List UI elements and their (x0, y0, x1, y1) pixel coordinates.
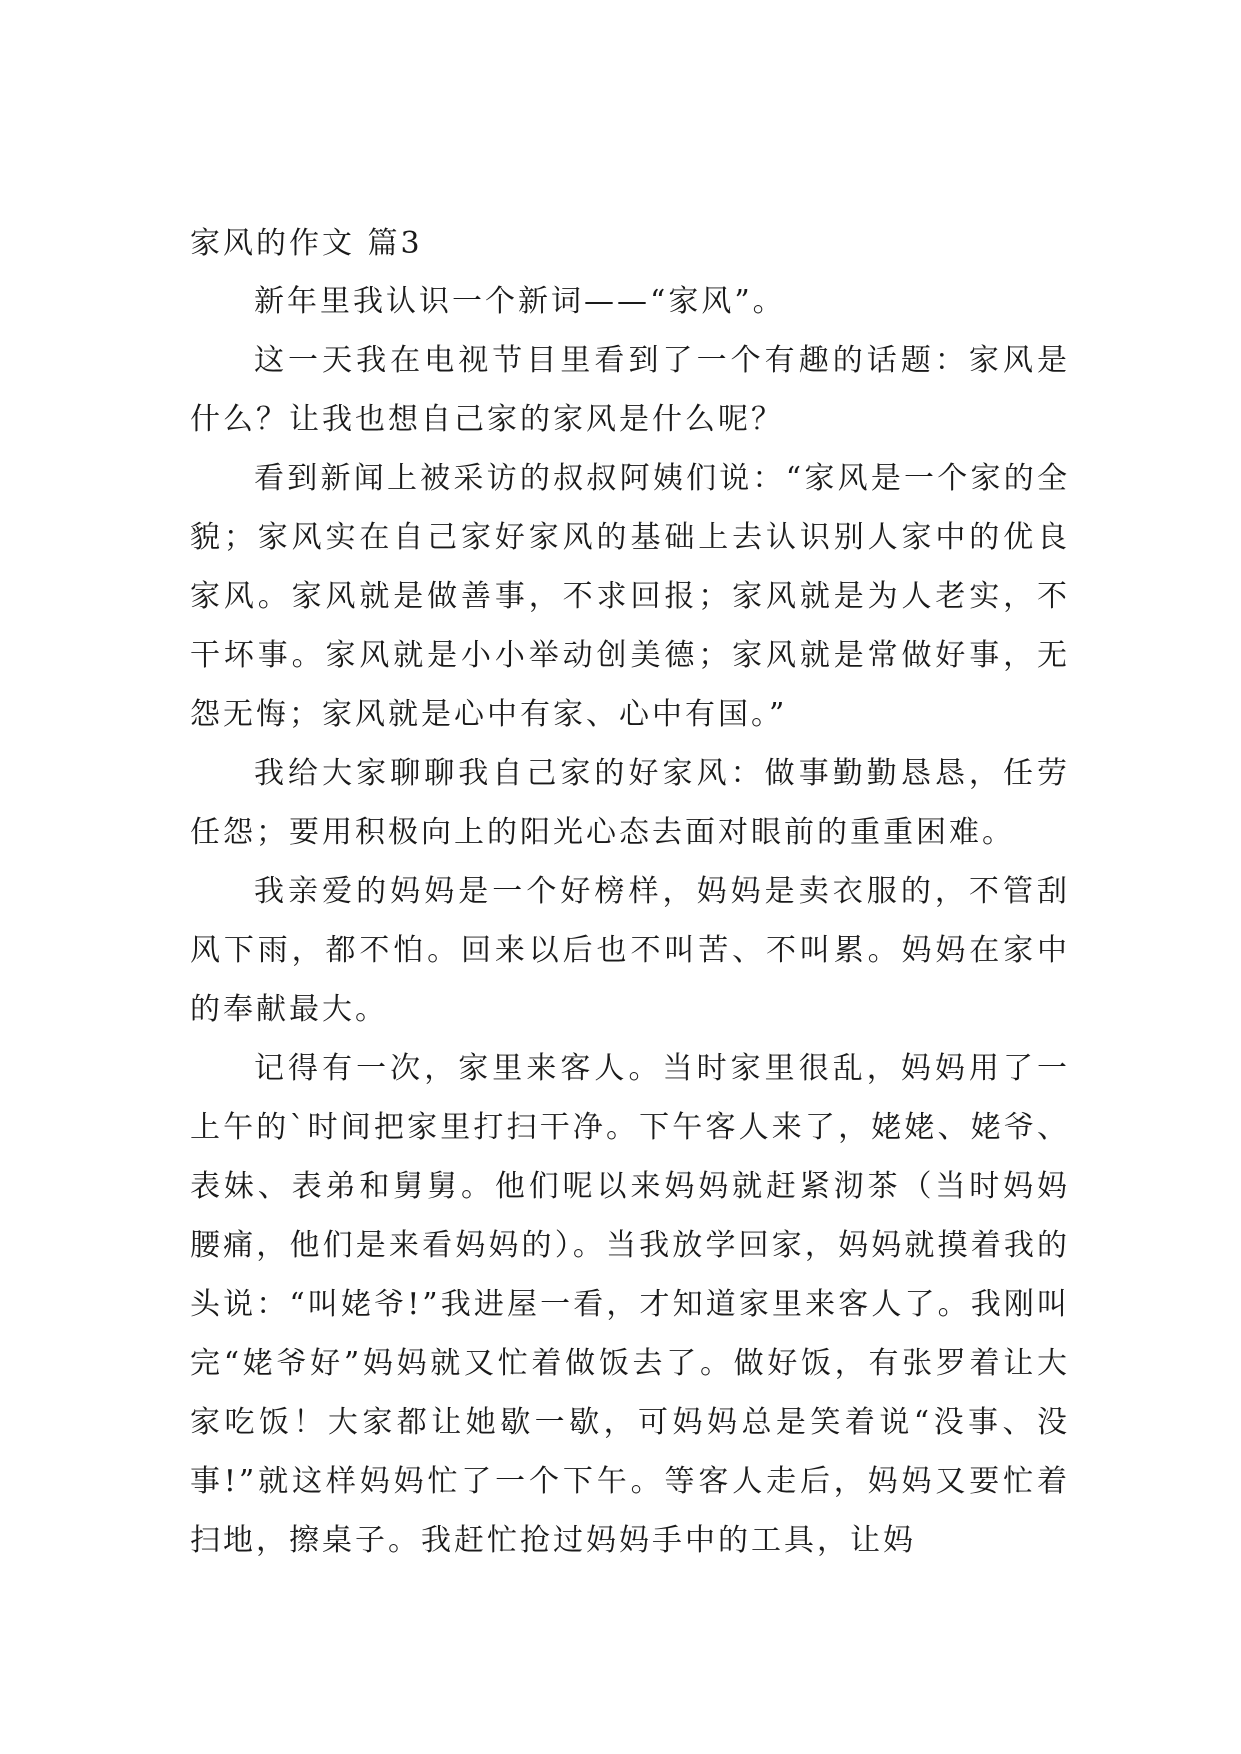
paragraph-1: 新年里我认识一个新词——“家风”。 (254, 284, 786, 319)
paragraph-5: 我亲爱的妈妈是一个好榜样，妈妈是卖衣服的，不管刮风下雨，都不怕。回来以后也不叫苦、不叫累。妈妈在家中的奉献最大。 (190, 874, 1070, 1027)
paragraph-6: 记得有一次，家里来客人。当时家里很乱，妈妈用了一上午的`时间把家里打扫干净。下午客人来了，姥姥、姥爷、表妹、表弟和舅舅。他们呢以来妈妈就赶紧沏茶（当时妈妈腰痛，他们是来看妈妈的）。当我放学回家，妈妈就摸着我的头说：“叫姥爷!”我进屋一看，才知道家里来客人了。我刚叫完“姥爷好”妈妈就又忙着做饭去了。做好饭，有张罗着让大家吃饭！大家都让她歇一歇，可妈妈总是笑着说“没事、没事!”就这样妈妈忙了一个下午。等客人走后，妈妈又要忙着扫地，擦桌子。我赶忙抢过妈妈手中的工具，让妈 (190, 1051, 1070, 1558)
paragraph-4: 我给大家聊聊我自己家的好家风：做事勤勤恳恳，任劳任怨；要用积极向上的阳光心态去面对眼前的重重困难。 (190, 756, 1070, 850)
essay-body (190, 222, 1070, 1570)
paragraph-2: 这一天我在电视节目里看到了一个有趣的话题：家风是什么？让我也想自己家的家风是什么呢？ (190, 343, 1070, 437)
essay-title: 家风的作文 篇3 (190, 226, 423, 261)
paragraph-3: 看到新闻上被采访的叔叔阿姨们说：“家风是一个家的全貌；家风实在自己家好家风的基础上去认识别人家中的优良家风。家风就是做善事，不求回报；家风就是为人老实，不干坏事。家风就是小小举动创美德；家风就是常做好事，无怨无悔；家风就是心中有家、心中有国。” (190, 461, 1070, 732)
